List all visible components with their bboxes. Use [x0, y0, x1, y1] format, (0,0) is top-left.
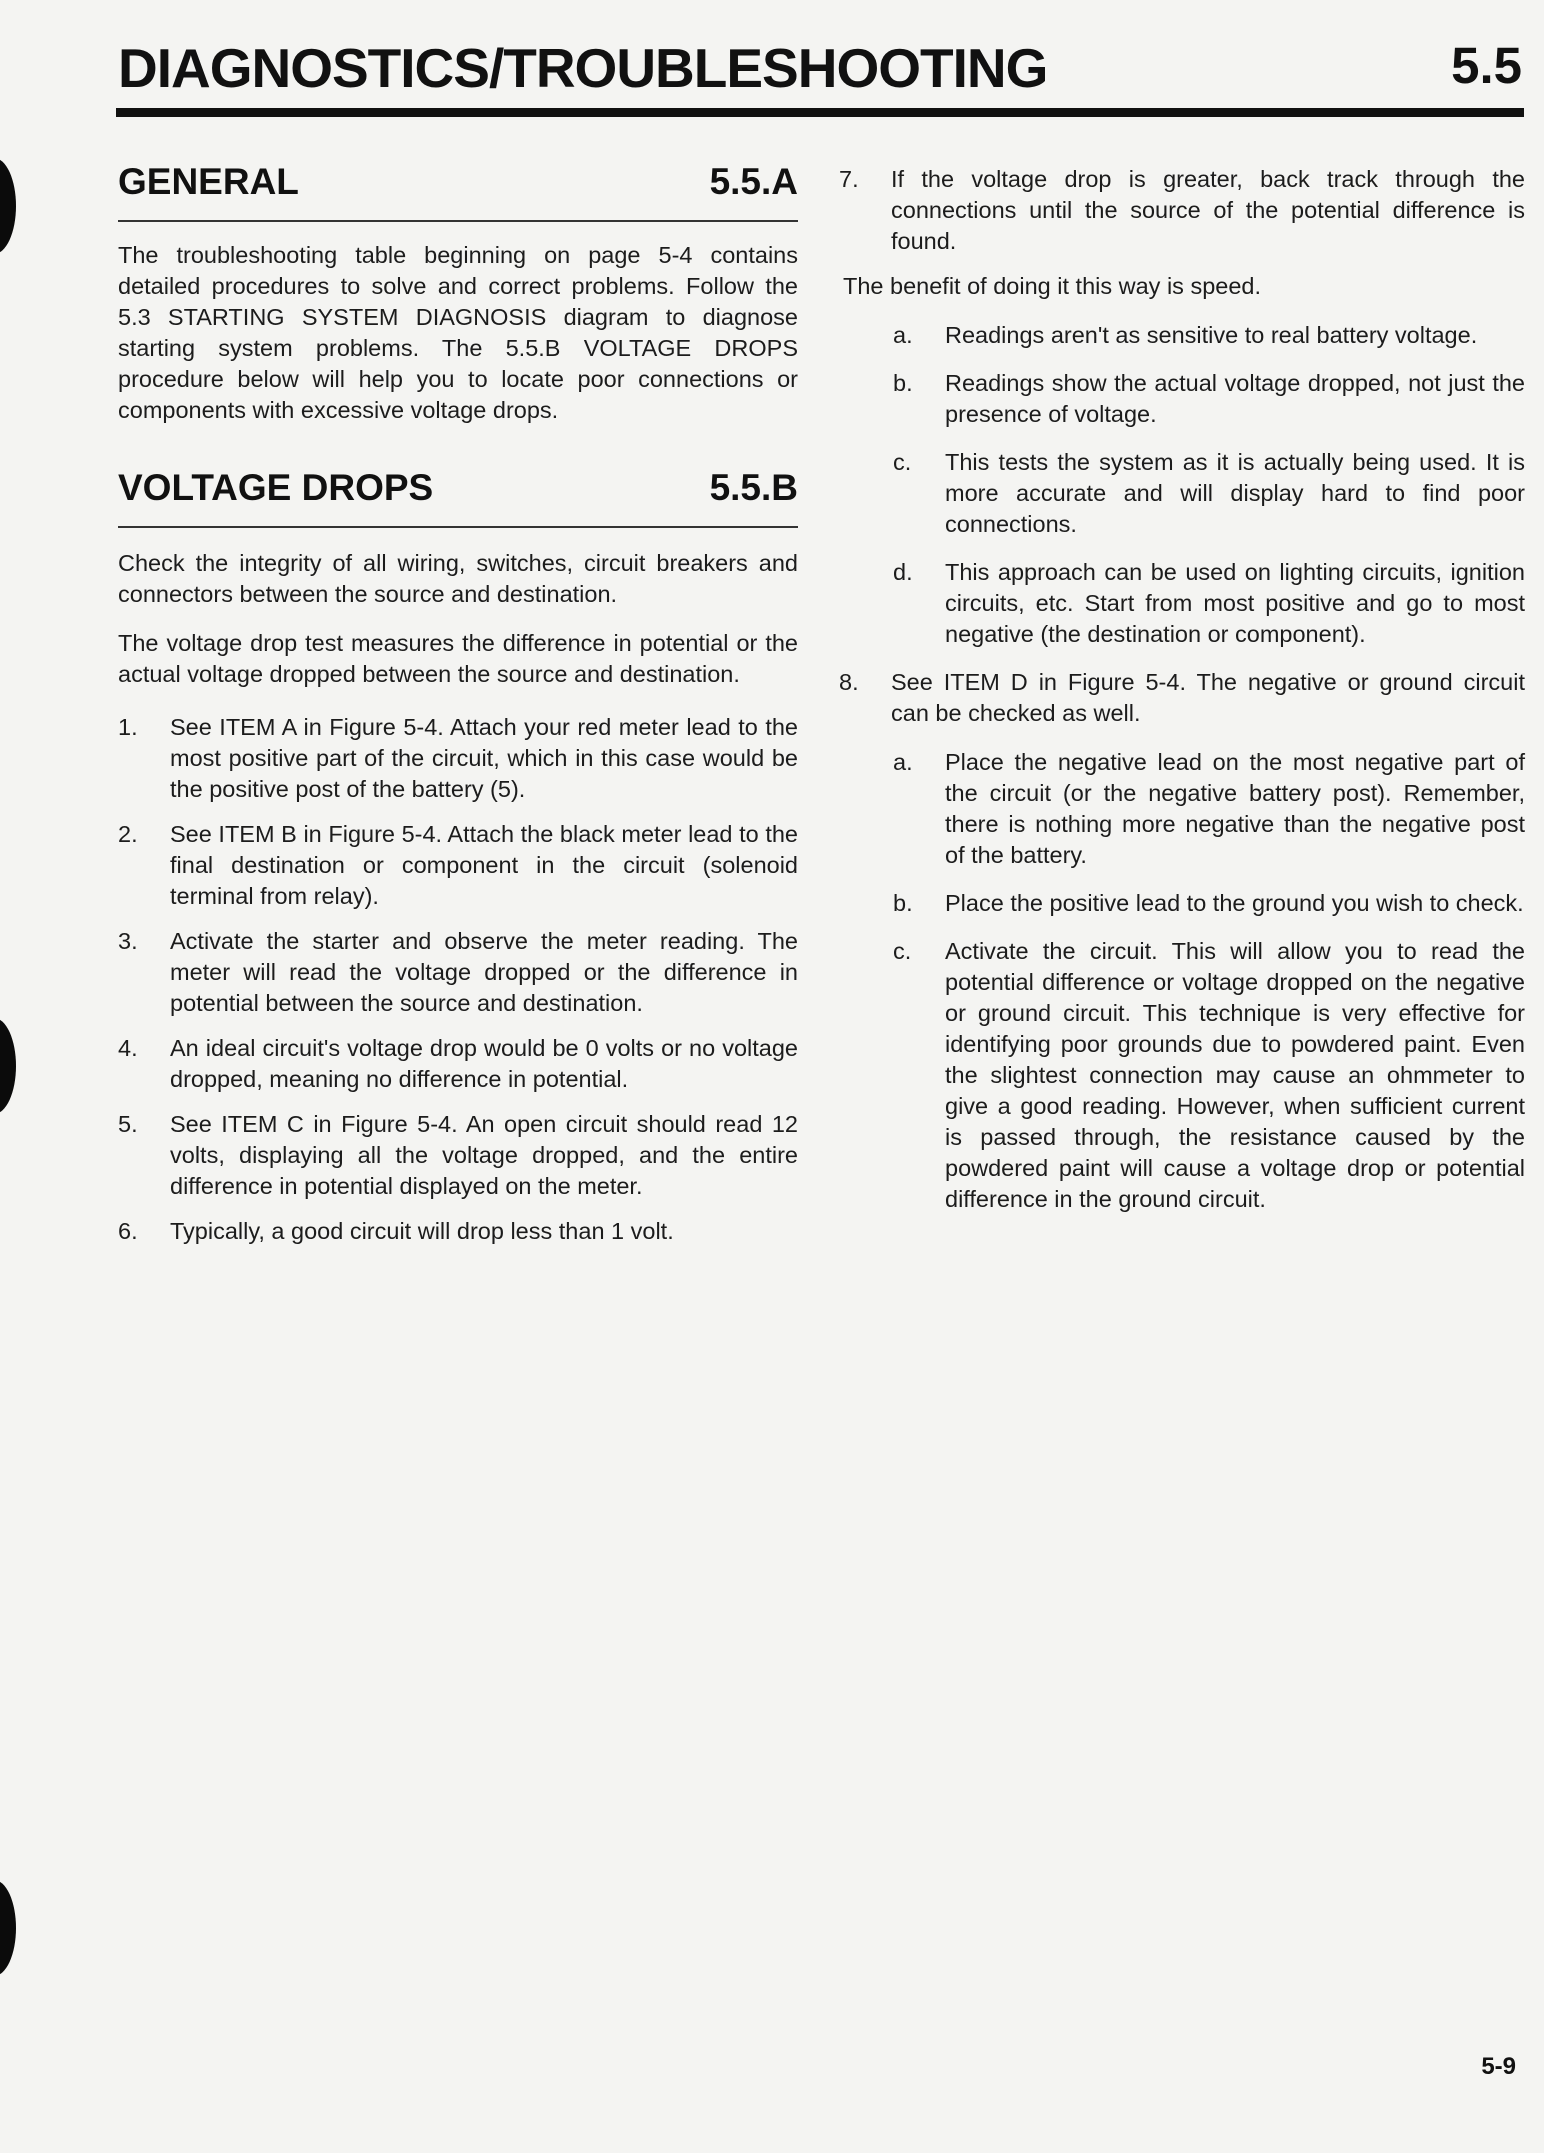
sub-letter: a.	[893, 749, 913, 775]
voltage-drops-heading-text: VOLTAGE DROPS	[118, 467, 434, 508]
sub-text: This tests the system as it is actually being used. It is more accurate and will display hard to find poor connections.	[945, 449, 1525, 537]
list-item	[893, 888, 1525, 919]
general-paragraph: The troubleshooting table beginning on page 5-4 contains detailed procedures to solve and correct problems. Follow the 5.3 STARTING SYSTEM DIAGNOSIS diagram to diagnose starting system problems. The 5.5.B VOLTAGE DROPS procedure below will help you to locate poor connections or components with excessive voltage drops.	[118, 242, 798, 423]
binder-hole	[0, 158, 16, 254]
step-number: 3.	[118, 928, 138, 954]
step-number: 8.	[839, 669, 859, 695]
list-item	[118, 712, 798, 805]
sub-text: Readings show the actual voltage dropped, not just the presence of voltage.	[945, 370, 1525, 427]
list-item	[893, 747, 1525, 871]
general-heading-text: GENERAL	[118, 161, 299, 202]
step-text: Activate the starter and observe the meter reading. The meter will read the voltage dropped or the difference in potential between the source and destination.	[170, 928, 798, 1016]
step-number: 7.	[839, 166, 859, 192]
left-column	[118, 160, 798, 1247]
list-item	[893, 447, 1525, 540]
sub-text: Activate the circuit. This will allow you to read the potential difference or voltage dropped on the negative or ground circuit. This technique is very effective for identifying poor grounds due to powdered paint. Even the slightest connection may cause an ohmmeter to give a good reading. However, when sufficient current is passed through, the resistance caused by the powdered paint will cause a voltage drop or potential difference in the ground circuit.	[945, 938, 1525, 1212]
benefit-paragraph: The benefit of doing it this way is speed.	[843, 273, 1262, 299]
step-text: See ITEM B in Figure 5-4. Attach the black meter lead to the final destination or component in the circuit (solenoid terminal from relay).	[170, 821, 798, 909]
sub-text: Place the negative lead on the most negative part of the circuit (or the negative battery post). Remember, there is nothing more negative than the negative post of the battery.	[945, 749, 1525, 868]
general-heading-number: 5.5.A	[709, 161, 798, 202]
step-number: 6.	[118, 1218, 138, 1244]
step-number: 2.	[118, 821, 138, 847]
step-number: 5.	[118, 1111, 138, 1137]
step-text: If the voltage drop is greater, back track through the connections until the source of the potential difference is found.	[891, 166, 1525, 254]
general-heading	[118, 160, 798, 222]
sub-letter: d.	[893, 559, 913, 585]
step-text: See ITEM A in Figure 5-4. Attach your red meter lead to the most positive part of the circuit, which in this case would be the positive post of the battery (5).	[170, 714, 798, 802]
list-item	[118, 1216, 798, 1247]
sub-text: Place the positive lead to the ground you wish to check.	[945, 890, 1524, 916]
voltage-drops-definition: The voltage drop test measures the difference in potential or the actual voltage dropped between the source and destination.	[118, 630, 798, 687]
header-rule	[116, 108, 1524, 117]
list-item	[118, 926, 798, 1019]
binder-hole	[0, 1880, 16, 1976]
step-number: 1.	[118, 714, 138, 740]
step-text: An ideal circuit's voltage drop would be 0 volts or no voltage dropped, meaning no difference in potential.	[170, 1035, 798, 1092]
voltage-drops-rule	[118, 526, 798, 528]
sub-text: Readings aren't as sensitive to real battery voltage.	[945, 322, 1478, 348]
voltage-drops-intro: Check the integrity of all wiring, switches, circuit breakers and connectors between the source and destination.	[118, 550, 798, 607]
page-number: 5-9	[1481, 2053, 1516, 2080]
list-item	[893, 557, 1525, 650]
step-number: 4.	[118, 1035, 138, 1061]
list-item	[118, 819, 798, 912]
section-number: 5.5	[1451, 37, 1522, 94]
page-title: DIAGNOSTICS/TROUBLESHOOTING	[118, 37, 1048, 99]
list-item	[893, 368, 1525, 430]
voltage-drops-heading-number: 5.5.B	[709, 467, 798, 508]
list-item	[839, 667, 1525, 729]
right-column	[839, 160, 1525, 1215]
voltage-drops-heading	[118, 466, 798, 510]
step-text: See ITEM C in Figure 5-4. An open circuit should read 12 volts, displaying all the voltage dropped, and the entire difference in potential displayed on the meter.	[170, 1111, 798, 1199]
step-text: Typically, a good circuit will drop less than 1 volt.	[170, 1218, 674, 1244]
sub-letter: a.	[893, 322, 913, 348]
list-item	[893, 936, 1525, 1215]
list-item	[893, 320, 1525, 351]
sub-letter: b.	[893, 370, 913, 396]
sub-text: This approach can be used on lighting circuits, ignition circuits, etc. Start from most positive and go to most negative (the destination or component).	[945, 559, 1525, 647]
step-text: See ITEM D in Figure 5-4. The negative or ground circuit can be checked as well.	[891, 669, 1525, 726]
list-item	[118, 1109, 798, 1202]
sub-letter: c.	[893, 449, 912, 475]
list-item	[118, 1033, 798, 1095]
sub-letter: b.	[893, 890, 913, 916]
sub-letter: c.	[893, 938, 912, 964]
list-item	[839, 164, 1525, 257]
binder-hole	[0, 1018, 16, 1114]
